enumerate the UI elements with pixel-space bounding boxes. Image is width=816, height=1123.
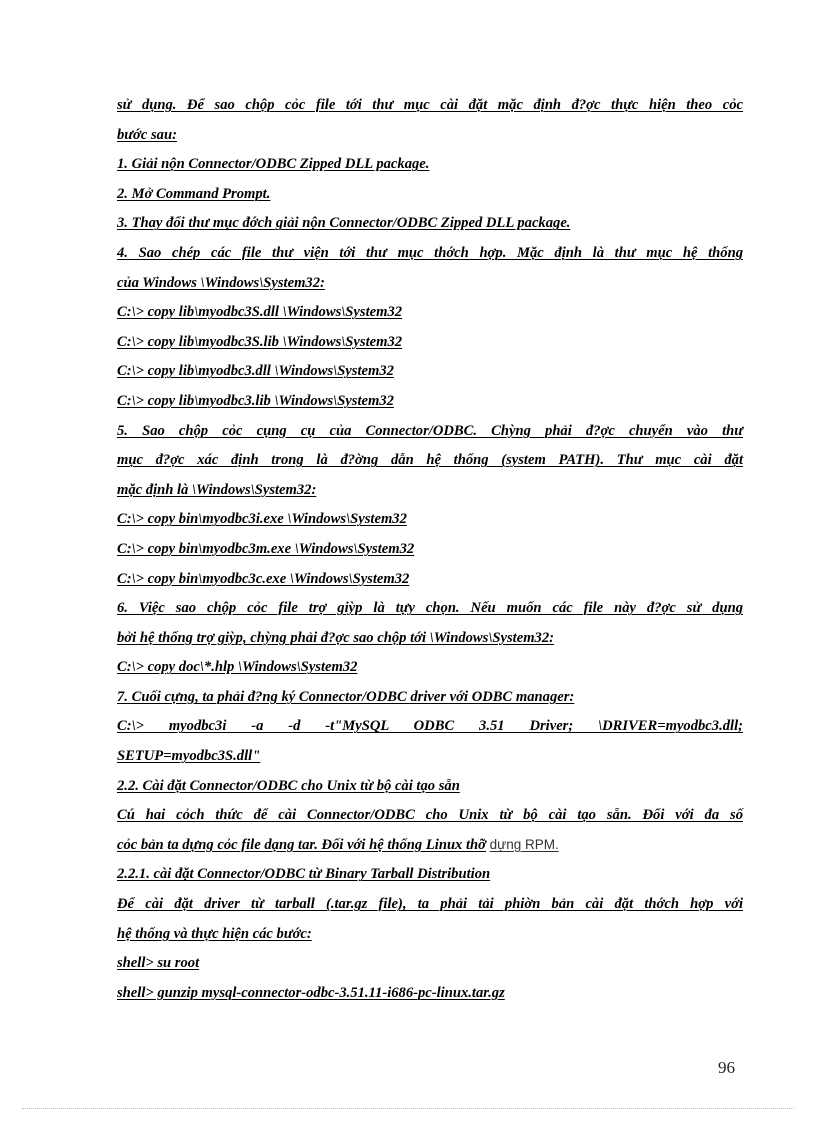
step-5-line: 5. Sao chộp cỏc cụng cụ của Connector/ODBC. Chỳng phải đ?ợc chuyển vào thư — [117, 422, 743, 439]
text-line: bởi hệ thống trợ giỳp, chỳng phải đ?ợc sao chộp tới \Windows\System32: — [117, 629, 555, 646]
command-line: C:\> copy lib\myodbc3S.lib \Windows\System32 — [117, 333, 403, 350]
step-6-line: 6. Việc sao chộp cỏc file trợ giỳp là tựy chọn. Nếu muốn các file này đ?ợc sử dụng — [117, 600, 743, 617]
subsection-heading: 2.2.1. cài đặt Connector/ODBC từ Binary Tarball Distribution — [117, 866, 491, 883]
text-line: Cú hai cỏch thức để cài Connector/ODBC cho Unix từ bộ cài tạo sẵn. Đối với đa số — [117, 807, 743, 824]
command-line: C:\> copy lib\myodbc3.lib \Windows\System32 — [117, 392, 394, 409]
command-line: C:\> copy doc\*.hlp \Windows\System32 — [117, 659, 358, 676]
command-line: C:\> copy bin\myodbc3c.exe \Windows\System32 — [117, 570, 410, 587]
step-1-line: 1. Giải nộn Connector/ODBC Zipped DLL package. — [117, 156, 430, 173]
text-line: sử dụng. Để sao chộp cỏc file tới thư mục cài đặt mặc định đ?ợc thực hiện theo cỏc — [117, 97, 743, 113]
command-line: C:\> copy bin\myodbc3m.exe \Windows\System32 — [117, 540, 415, 557]
command-line: SETUP=myodbc3S.dll" — [117, 748, 261, 765]
section-heading: 2.2. Cài đặt Connector/ODBC cho Unix từ bộ cài tạo sẵn — [117, 777, 460, 794]
text-line: bước sau: — [117, 126, 177, 143]
body-text — [117, 93, 745, 1010]
command-line: C:\> copy bin\myodbc3i.exe \Windows\System32 — [117, 511, 407, 528]
text-line: mặc định là \Windows\System32: — [117, 481, 317, 498]
command-line: shell> gunzip mysql-connector-odbc-3.51.11-i686-pc-linux.tar.gz — [117, 984, 505, 1001]
text-line: Để cài đặt driver từ tarball (.tar.gz file), ta phải tải phiờn bản cài đặt thớch hợp với — [117, 896, 743, 913]
footer-divider — [22, 1108, 794, 1109]
command-line: shell> su root — [117, 955, 200, 972]
step-2-line: 2. Mở Command Prompt. — [117, 185, 271, 202]
text-line: cỏc bản ta dựng cỏc file dạng tar. Đối với hệ thống Linux thỡ dựng RPM. — [117, 836, 559, 853]
step-4-line: 4. Sao chép các file thư viện tới thư mục thớch hợp. Mặc định là thư mục hệ thống — [117, 244, 743, 261]
page-number: 96 — [718, 1058, 735, 1077]
command-line: C:\> copy lib\myodbc3.dll \Windows\System32 — [117, 363, 394, 380]
command-line: C:\> copy lib\myodbc3S.dll \Windows\System32 — [117, 304, 403, 321]
step-7-line: 7. Cuối cựng, ta phải đ?ng ký Connector/ODBC driver với ODBC manager: — [117, 688, 575, 705]
text-line: mục đ?ợc xác định trong là đ?ờng dẫn hệ thống (system PATH). Thư mục cài đặt — [117, 452, 743, 469]
text-line: hệ thống và thực hiện các bước: — [117, 925, 312, 942]
text-line-tail: dựng RPM. — [489, 836, 559, 852]
step-3-line: 3. Thay đổi thư mục đớch giải nộn Connector/ODBC Zipped DLL package. — [117, 215, 571, 232]
command-line: C:\> myodbc3i -a -d -t"MySQL ODBC 3.51 Driver; \DRIVER=myodbc3.dll; — [117, 718, 743, 735]
text-line: của Windows \Windows\System32: — [117, 274, 325, 291]
